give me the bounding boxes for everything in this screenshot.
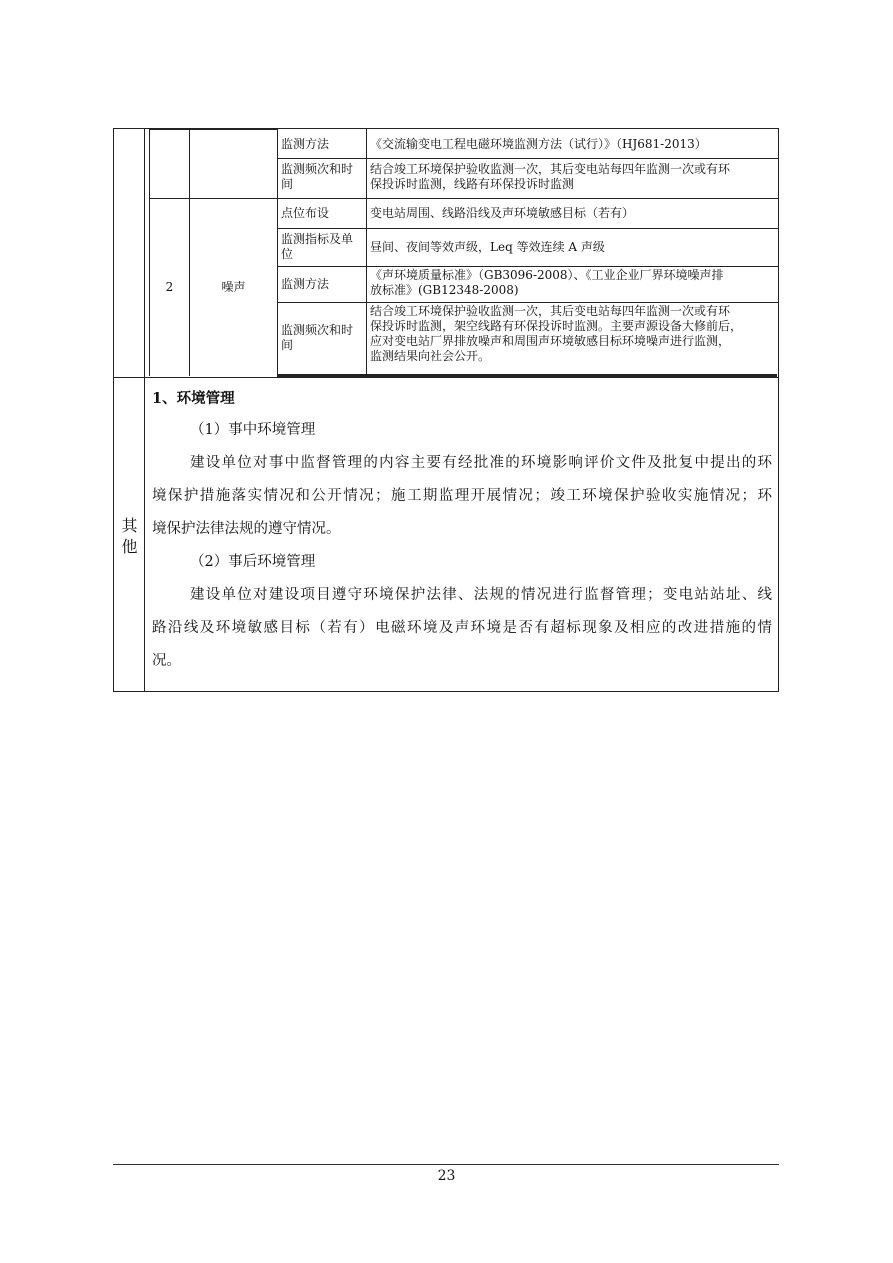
cell-text: 变电站周围、线路沿线及声环境敏感目标（若有） <box>370 206 635 220</box>
cell-text: 监测方法 <box>281 277 330 291</box>
table-content-cell <box>370 229 776 266</box>
paragraph-line: 路沿线及环境敏感目标（若有）电磁环境及声环境是否有超标现象及相应的改进措施的情 <box>152 620 772 636</box>
cell-text: 点位布设 <box>281 206 330 220</box>
other-section-label <box>114 380 145 691</box>
table-content-cell <box>370 268 776 302</box>
cell-text: 《交流输变电工程电磁环境监测方法（试行）》（HJ681-2013） <box>370 136 707 151</box>
table-label-cell <box>281 267 365 302</box>
cell-text: 昼间、夜间等效声级，Leq 等效连续 A 声级 <box>370 240 605 254</box>
item-number-cell <box>150 199 189 375</box>
table-label-cell <box>281 130 365 158</box>
cell-text: 《声环境质量标准》（GB3096-2008）、《工业企业厂界环境噪声排 <box>370 268 724 282</box>
divider <box>366 128 367 376</box>
label-char: 他 <box>121 536 138 556</box>
paragraph-line: 况。 <box>152 653 181 669</box>
subheading: （1）事中环境管理 <box>190 422 316 438</box>
divider <box>277 128 278 376</box>
cell-text: 位 <box>281 247 294 261</box>
paragraph-line: 建设单位对事中监督管理的内容主要有经批准的环境影响评价文件及批复中提出的环 <box>190 455 772 471</box>
subheading: （2）事后环境管理 <box>190 554 316 570</box>
table-content-cell <box>370 199 776 228</box>
table-content-cell <box>370 130 776 158</box>
table-label-cell <box>281 199 365 228</box>
divider <box>149 128 277 130</box>
section-heading: 1、环境管理 <box>152 390 235 407</box>
cell-text: 监测频次和时 <box>281 162 354 176</box>
table-content-cell <box>370 162 776 196</box>
footer-rule <box>113 1164 779 1165</box>
cell-text: 保投诉时监测，线路有环保投诉时监测 <box>370 177 575 191</box>
label-char: 其 <box>121 515 138 535</box>
cell-text: 保投诉时监测，架空线路有环保投诉时监测。主要声源设备大修前后， <box>370 319 743 333</box>
table-label-cell <box>281 232 365 264</box>
item-name-cell <box>190 199 277 375</box>
divider <box>277 158 779 159</box>
table-content-cell <box>370 304 776 374</box>
cell-text: 间 <box>281 177 294 191</box>
page-number: 23 <box>437 1168 456 1184</box>
paragraph-line: 境保护法律法规的遵守情况。 <box>152 521 341 537</box>
cell-text: 监测频次和时 <box>281 323 354 337</box>
table-label-cell <box>281 162 365 196</box>
other-section-content <box>152 383 772 678</box>
cell-text: 应对变电站厂界排放噪声和周围声环境敏感目标环境噪声进行监测， <box>370 334 731 348</box>
cell-text: 监测结果向社会公开。 <box>370 349 491 363</box>
cell-text: 放标准》(GB12348-2008) <box>370 283 519 297</box>
table-label-cell <box>281 323 365 357</box>
cell-text: 结合竣工环境保护验收监测一次，其后变电站每四年监测一次或有环 <box>370 304 731 318</box>
cell-text: 监测方法 <box>281 136 330 151</box>
cell-text: 结合竣工环境保护验收监测一次，其后变电站每四年监测一次或有环 <box>370 162 731 176</box>
divider <box>113 377 779 378</box>
cell-text: 监测指标及单 <box>281 232 354 246</box>
item-name: 噪声 <box>221 279 246 294</box>
divider <box>277 302 779 303</box>
item-number: 2 <box>165 279 174 294</box>
paragraph-line: 境保护措施落实情况和公开情况；施工期监理开展情况；竣工环境保护验收实施情况；环 <box>152 488 772 504</box>
cell-text: 间 <box>281 338 294 352</box>
paragraph-line: 建设单位对建设项目遵守环境保护法律、法规的情况进行监督管理；变电站站址、线 <box>190 587 772 603</box>
